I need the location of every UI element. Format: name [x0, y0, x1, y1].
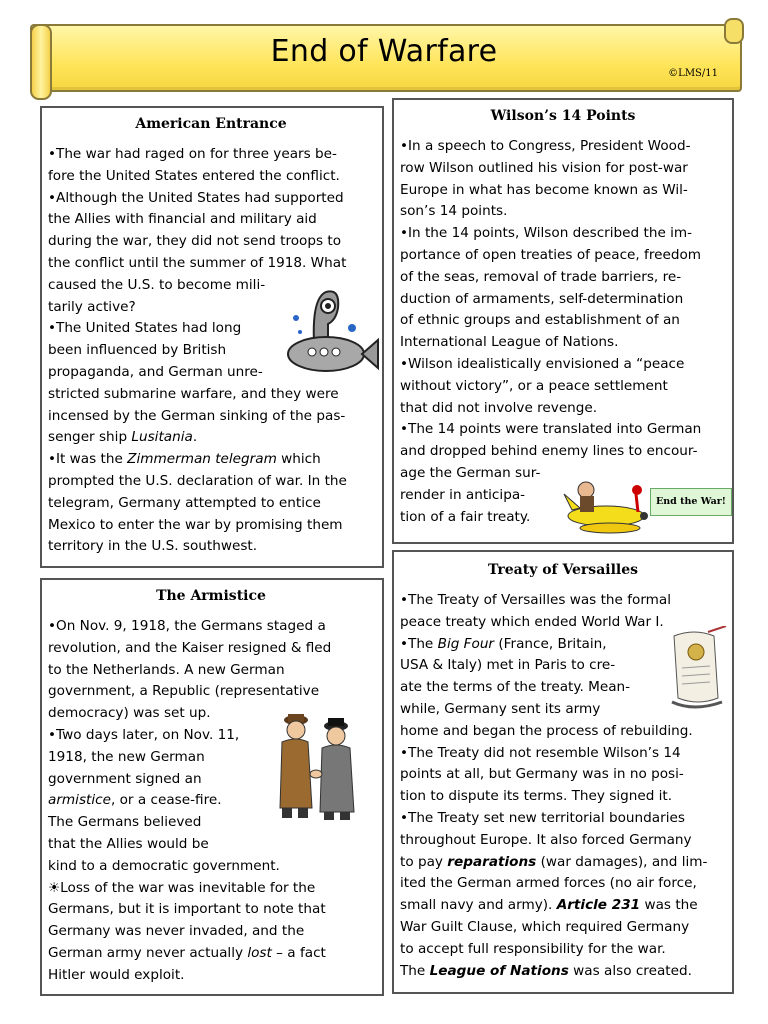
handshake-icon	[268, 712, 364, 822]
american-text: •The war had raged on for three years be- fore the United States entered the conflict. •Although the United States had supported the Allies with financial and military aid during the war, they did not send troops to the conflict until the summer of 1918. What caused the U.S. to become mili- tarily active? •The United States had long been influenced by British propaganda, and German unre- stricted submarine warfare, and they were incensed by the German sinking of the pas- senger ship Lusitania. •It was the Zimmerman telegram which prompted the U.S. declaration of war. In the telegram, Germany attempted to entice Mexico to enter the war by promising them territory in the U.S. southwest.	[48, 146, 347, 555]
versailles-heading: Treaty of Versailles	[487, 562, 639, 578]
armistice-text: •On Nov. 9, 1918, the Germans staged a revolution, and the Kaiser resigned & fled to the Netherlands. A new German government, a Republic (representative democracy) was set up. •Two days later, on Nov. 11, 1918, the new German government signed an armistice, or a cease-fire. The Germans believed that the Allies would be kind to a democratic government. ☀Loss of the war was inevitable for the Germans, but it is important to note that Germany was never invaded, and the German army never actually lost – a fact Hitler would exploit.	[48, 618, 332, 983]
page-title: End of Warfare	[270, 34, 498, 69]
treaty-scroll-icon	[664, 626, 730, 714]
wilson-heading: Wilson’s 14 Points	[490, 108, 636, 124]
submarine-icon	[286, 284, 382, 384]
wilson-text: •In a speech to Congress, President Wood- row Wilson outlined his vision for post-war Europe in what has become known as Wil- son’s 14 points. •In the 14 points, Wilson described the im- portance of open treaties of peace, freedom of the seas, removal of trade barriers, re- duction of armaments, self-determination of ethnic groups and establishment of an International League of Nations. •Wilson idealistically envisioned a “peace without victory”, or a peace settlement that did not involve revenge. •The 14 points were translated into German and dropped behind enemy lines to encour- age the German sur- render in anticipa- tion of a fair treaty.	[400, 138, 702, 525]
american-heading: American Entrance	[135, 116, 287, 132]
versailles-text: •The Treaty of Versailles was the formal peace treaty which ended World War I. •The Big Four (France, Britain, USA & Italy) met in Paris to cre- ate the terms of the treaty. Mean- while, Germany sent its army home and began the process of rebuilding. •The Treaty did not resemble Wilson’s 14 points at all, but Germany was in no posi- tion to dispute its terms. They signed it. •The Treaty set new territorial boundaries throughout Europe. It also forced Germany to pay reparations (war damages), and lim- ited the German armed forces (no air force, small navy and army). Article 231 was the War Guilt Clause, which required Germany to accept full responsibility for the war. The League of Nations was also created.	[400, 592, 708, 979]
end-the-war-sign: End the War!	[650, 488, 732, 516]
armistice-heading: The Armistice	[156, 588, 266, 604]
airplane-icon	[558, 476, 658, 540]
credit-text: ©LMS/11	[668, 68, 718, 79]
treaty-of-versailles-box	[392, 550, 734, 994]
